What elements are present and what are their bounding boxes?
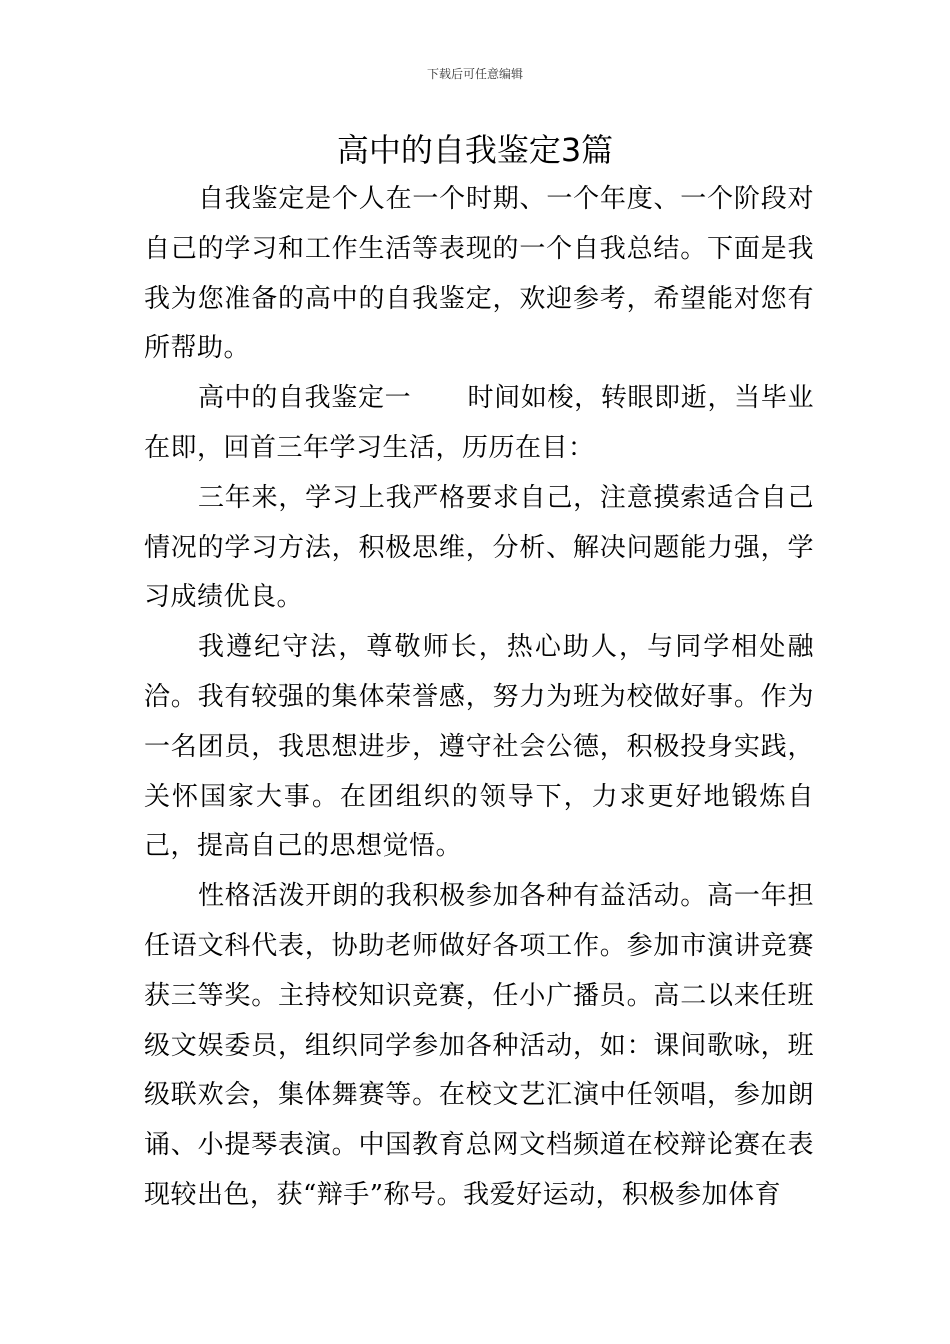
paragraph-activities: 性格活泼开朗的我积极参加各种有益活动。高一年担任语文科代表，协助老师做好各项工作。参加市演讲竞赛获三等奖。主持校知识竞赛，任小广播员。高二以来任班级文娱委员，组织同学参加各种活动，如：课间歌咏，班级联欢会，集体舞赛等。在校文艺汇演中任领唱，参加朗诵、小提琴表演。中国教育总网文档频道在校辩论赛在表现较出色，获“辩手”称号。我爱好运动，积极参加体育 (144, 881, 814, 1210)
section-one-text: 时间如梭，转眼即逝，当毕业在即，回首三年学习生活，历历在目： (144, 383, 814, 463)
paragraph-section-one (144, 374, 814, 474)
section-heading: 高中的自我鉴定一 (198, 383, 412, 414)
document-body (144, 175, 814, 1221)
header-note: 下载后可任意编辑 (426, 67, 523, 81)
page-title: 高中的自我鉴定3篇 (336, 131, 614, 169)
paragraph-study: 三年来，学习上我严格要求自己，注意摸索适合自己情况的学习方法，积极思维，分析、解决问题能力强，学习成绩优良。 (144, 482, 814, 613)
paragraph-intro: 自我鉴定是个人在一个时期、一个年度、一个阶段对自己的学习和工作生活等表现的一个自我总结。下面是我我为您准备的高中的自我鉴定，欢迎参考，希望能对您有所帮助。 (144, 184, 814, 364)
paragraph-conduct: 我遵纪守法，尊敬师长，热心助人，与同学相处融洽。我有较强的集体荣誉感，努力为班为校做好事。作为一名团员，我思想进步，遵守社会公德，积极投身实践，关怀国家大事。在团组织的领导下，力求更好地锻炼自己，提高自己的思想觉悟。 (144, 632, 814, 862)
